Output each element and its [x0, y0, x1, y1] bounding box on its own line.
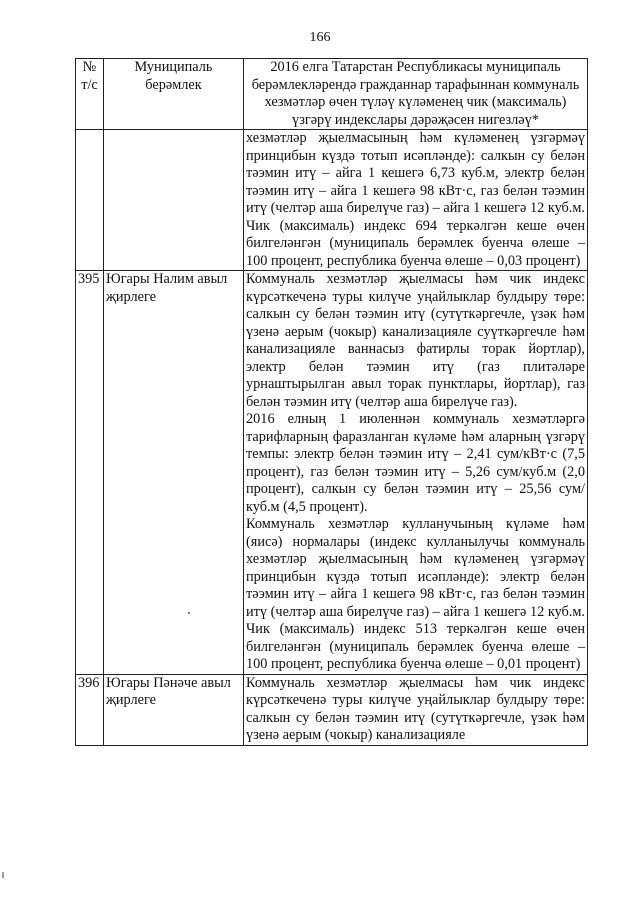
paragraph: 2016 елның 1 июленнән коммуналь хезмәтләргә тарифларның фаразланган күләме һәм аларның үзгәрү темпы: электр белән тәэмин итү – 2,41 сум/кВт·с (7,5 процент), газ белән тәэмин итү – 5,26 сум/куб.м (2,0 процент), салкын су белән тәэмин итү – 25,56 сум/куб.м (4,5 процент). — [246, 411, 585, 515]
cell-description — [244, 130, 588, 271]
paragraph: Чик (максималь) индекс 694 теркәлгән кеше өчен билгеләнгән (муниципаль берәмлек буенча өлеше – 100 процент, республика буенча өлеше – 0,03 процент) — [246, 217, 585, 269]
header-description: 2016 елга Татарстан Республикасы муниципаль берәмлекләрендә гражданнар тарафыннан коммуналь хезмәтләр өчен түләү күләменең чик (максималь) үзгәрү индекслары дәрәҗәсен нигезләү* — [244, 59, 588, 130]
cell-number-empty — [76, 130, 104, 271]
cell-description — [244, 271, 588, 675]
page-number: 166 — [309, 30, 331, 45]
paragraph: Коммуналь хезмәтләр җыелмасы һәм чик индекс күрсәткеченә туры килүче уңайлыклар булдыру төре: салкын су белән тәэмин итү (сутүткәргечле, үзәк һәм үзенә аерым (чокыр) канализацияле — [246, 674, 585, 743]
scan-edge-mark — [2, 872, 4, 878]
cell-name-empty — [104, 130, 244, 271]
cell-municipality-name: Югары Налим авыл җирлеге — [104, 271, 244, 675]
cell-number: 395 — [76, 271, 104, 675]
paragraph: Чик (максималь) индекс 513 теркәлгән кеше өчен билгеләнгән (муниципаль берәмлек буенча өлеше – 100 процент, республика буенча өлеше – 0,01 процент) — [246, 621, 585, 672]
table-header-row — [76, 59, 588, 130]
paragraph: хезмәтләр җыелмасының һәм күләменең үзгәрмәү принцибын күздә тотып исәпләнде): салкын су белән тәэмин итү – айга 1 кешегә 6,73 куб.м, электр белән тәэмин итү – айга 1 кешегә 98 кВт·с, газ белән тәэмин итү (челтәр аша бирелүче газ) – айга 1 кешегә 12 куб.м. — [246, 130, 585, 216]
table-row — [76, 271, 588, 675]
paragraph: Коммуналь хезмәтләр җыелмасы һәм чик индекс күрсәткеченә туры килүче уңайлыклар булдыру төре: салкын су белән тәэмин итү (сутүткәргечле, үзәк һәм үзенә аерым (чокыр) канализацияле суүткәргечле һәм канализацияле ваннасыз фатирлы торак йортлар), электр белән тәэмин итү (газ плитәләре урнаштырылган авыл торак пунктлары, йортлар), газ белән тәэмин итү (челтәр аша бирелүче газ). — [246, 271, 585, 410]
table-row — [76, 674, 588, 745]
cell-number: 396 — [76, 674, 104, 745]
municipal-index-table — [75, 58, 588, 746]
scan-speck — [188, 612, 190, 614]
table-row-continuation — [76, 130, 588, 271]
cell-description — [244, 674, 588, 745]
paragraph: Коммуналь хезмәтләр кулланучының күләме һәм (яисә) нормалары (индекс кулланылучы коммуналь хезмәтләр җыелмасының һәм күләменең үзгәрмәү принцибын күздә тотып исәпләнде): электр белән тәэмин итү – айга 1 кешегә 98 кВт·с, газ белән тәэмин итү (челтәр аша бирелүче газ) – айга 1 кешегә 12 куб.м. — [246, 516, 585, 620]
header-number: № т/с — [76, 59, 104, 130]
header-municipality: Муниципаль берәмлек — [104, 59, 244, 130]
cell-municipality-name: Югары Пәнәче авыл җирлеге — [104, 674, 244, 745]
